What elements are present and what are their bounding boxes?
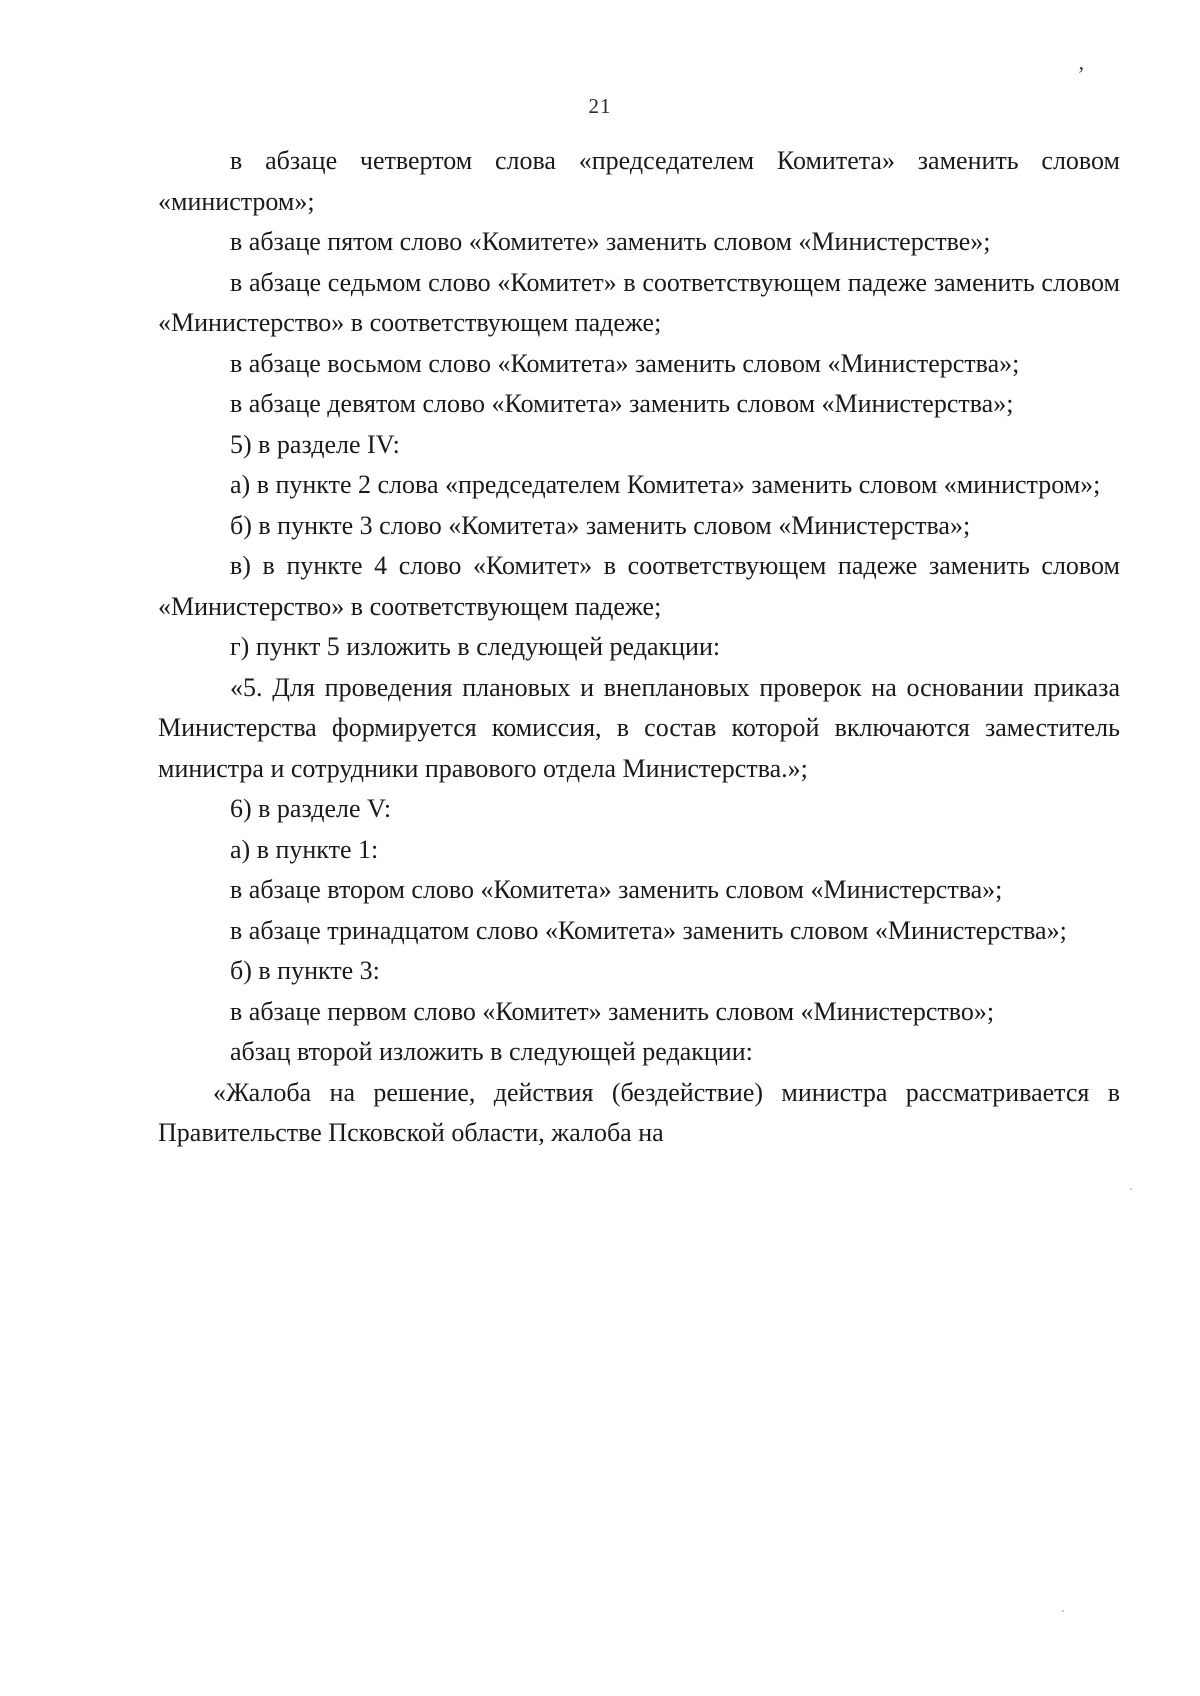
paragraph-8: б) в пункте 3 слово «Комитета» заменить словом «Министерства»;: [230, 510, 971, 540]
paragraph-7: а) в пункте 2 слова «председателем Комитета» заменить словом «министром»;: [230, 470, 1101, 499]
paragraph-1: в абзаце четвертом слова «председателем Комитета» заменить словом «министром»;: [158, 146, 1120, 216]
paragraph-15: в абзаце тринадцатом слово «Комитета» заменить словом «Министерства»;: [230, 915, 1067, 945]
paragraph-4: в абзаце восьмом слово «Комитета» заменить словом «Министерства»;: [230, 348, 1020, 378]
paragraph-2: в абзаце пятом слово «Комитете» заменить словом «Министерстве»;: [230, 227, 991, 256]
quoted-complaint-text: «Жалоба на решение, действия (бездействие) министра рассматривается в Правительстве Псковской области, жалоба на: [158, 1077, 1120, 1147]
paragraph-5: в абзаце девятом слово «Комитета» заменить словом «Министерства»;: [230, 389, 1014, 418]
paragraph-13: а) в пункте 1:: [230, 834, 379, 864]
margin-mark: ʼ: [1076, 62, 1084, 87]
paragraph-3: в абзаце седьмом слово «Комитет» в соответствующем падеже заменить словом «Министерство» в соответствующем падеже;: [158, 267, 1120, 337]
paragraph-16: б) в пункте 3:: [230, 956, 380, 985]
page-number: 21: [588, 94, 612, 118]
paragraph-10: г) пункт 5 изложить в следующей редакции:: [230, 632, 721, 661]
paragraph-17: в абзаце первом слово «Комитет» заменить словом «Министерство»;: [230, 996, 995, 1026]
paragraph-9: в) в пункте 4 слово «Комитет» в соответствующем падеже заменить словом «Министерство» в соответствующем падеже;: [158, 551, 1120, 621]
scan-speck: [1130, 1188, 1132, 1190]
quoted-clause-5: «5. Для проведения плановых и внеплановых проверок на основании приказа Министерства формируется комиссия, в состав которой включаются заместитель министра и сотрудники правового отдела Министерства.»;: [158, 672, 1120, 783]
paragraph-14: в абзаце втором слово «Комитета» заменить словом «Министерства»;: [230, 875, 1003, 904]
paragraph-18: абзац второй изложить в следующей редакции:: [230, 1037, 753, 1066]
document-body: [158, 141, 1120, 1154]
section-heading-v: 6) в разделе V:: [230, 794, 392, 823]
scan-speck: [1062, 1610, 1064, 1612]
section-heading-iv: 5) в разделе IV:: [230, 429, 400, 459]
